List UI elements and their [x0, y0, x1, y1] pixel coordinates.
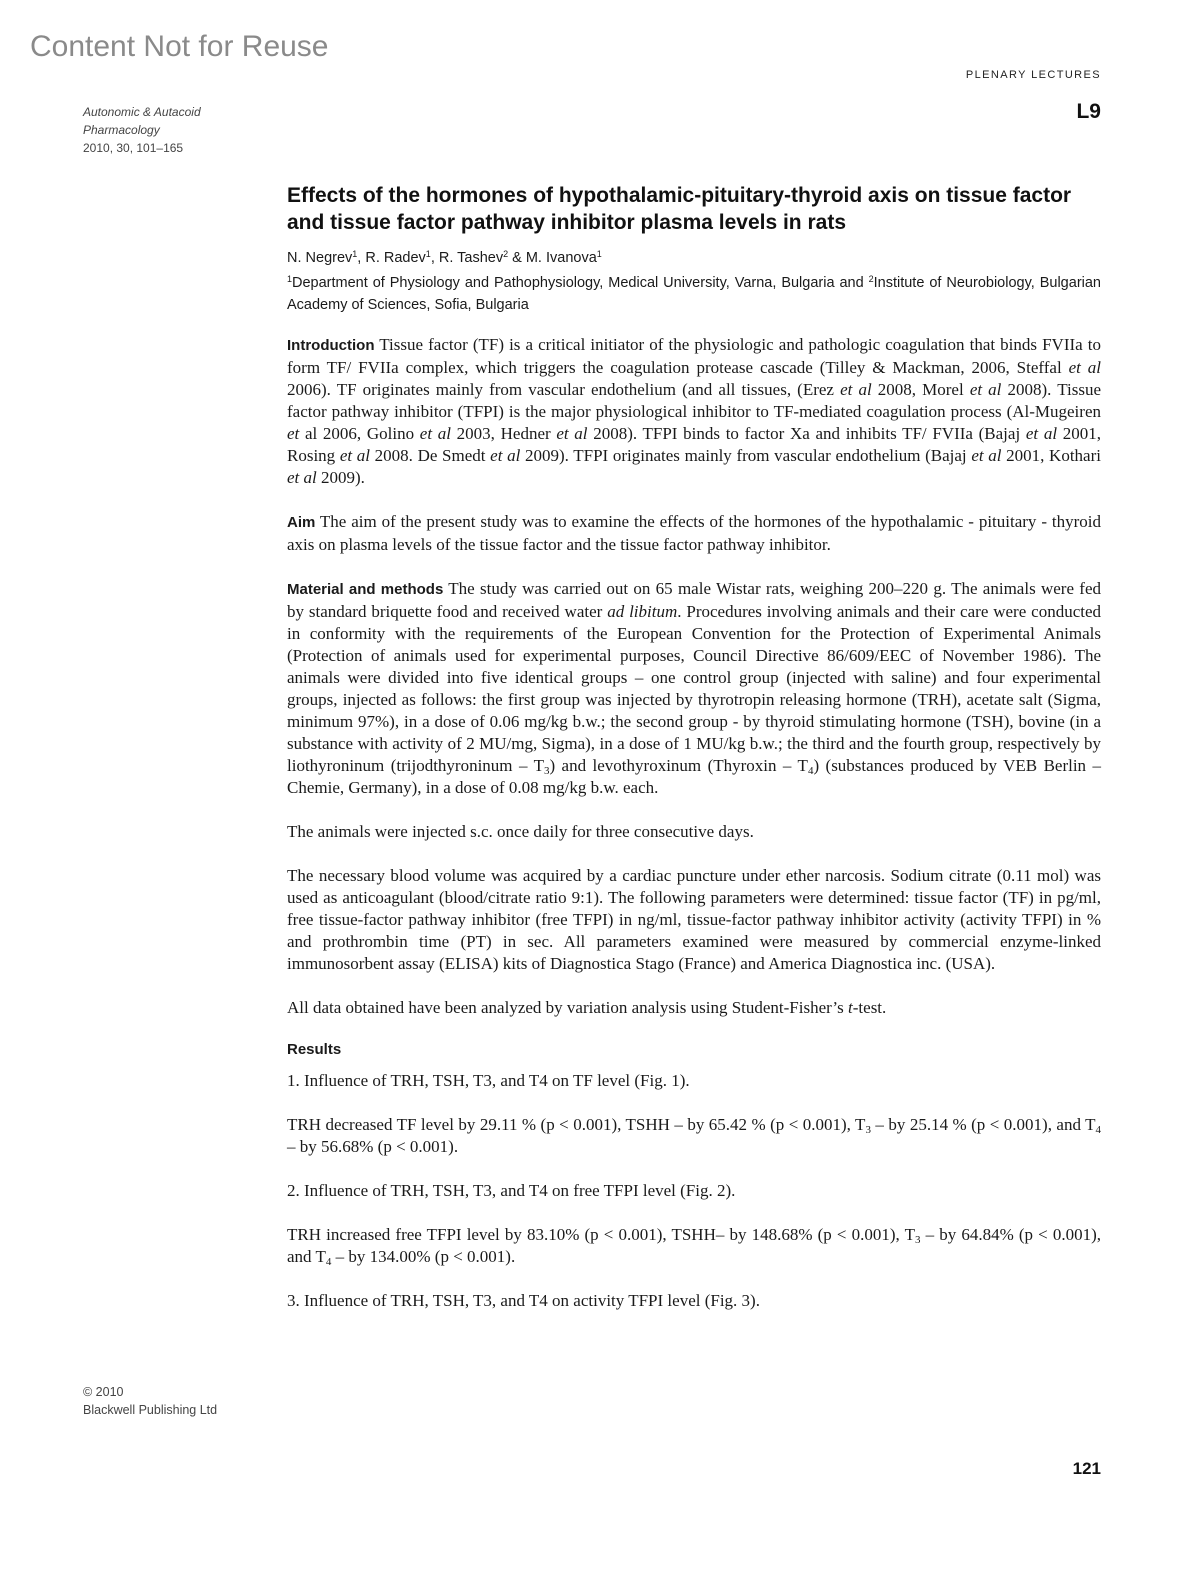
- results-item-2: 2. Influence of TRH, TSH, T3, and T4 on free TFPI level (Fig. 2).: [287, 1181, 736, 1200]
- text-run: 2008, Morel: [871, 380, 970, 399]
- author-affiliation-mark: 1: [352, 249, 358, 259]
- affiliation-text: Institute of Neurobiology, Bulgarian Academy of Sciences, Sofia, Bulgaria: [287, 275, 1101, 313]
- introduction-paragraph: [287, 334, 1101, 489]
- journal-info: [83, 103, 201, 157]
- results-heading: Results: [287, 1041, 342, 1058]
- results-tf-paragraph: [287, 1114, 1101, 1158]
- text-run: TRH increased free TFPI level by 83.10% (p < 0.001), TSHH– by 148.68% (p < 0.001), T: [287, 1225, 915, 1244]
- subscript: 3: [543, 765, 550, 777]
- author-affiliation-mark: 1: [425, 249, 431, 259]
- text-run: . Procedures involving animals and their care were conducted in conformity with the requirements of the European Convention for the Protection of Experimental Animals (Protection of animals used for experimental purposes, Council Directive 86/609/EEC of November 1986). The animals were divided into five identical groups – one control group (injected with saline) and four experimental groups, injected as follows: the first group was injected by thyrotropin releasing hormone (TRH), acetate salt (Sigma, minimum 97%), in a dose of 0.06 mg/kg b.w.; the second group - by thyroid stimulating hormone (TSH), bovine (in a substance with activity of 2 MU/mg, Sigma), in a dose of 1 MU/kg b.w.; the third and the fourth group, respectively by liothyroninum (trijodthyroninum – T: [287, 602, 1102, 775]
- article-title: Effects of the hormones of hypothalamic-pituitary-thyroid axis on tissue factor and tissue factor pathway inhibitor plasma levels in rats: [287, 184, 1072, 234]
- text-run: All data obtained have been analyzed by variation analysis using Student-Fisher’s: [287, 998, 849, 1017]
- text-run: The study was carried out on 65 male Wistar rats, weighing 200–220 g. The animals were fed by standard briquette food and received water: [287, 579, 1102, 621]
- text-run: – by 64.84% (p < 0.001), and T: [287, 1225, 1101, 1266]
- author-list: [287, 250, 1101, 266]
- statistics-paragraph: [287, 997, 1101, 1019]
- copyright-year: © 2010: [83, 1385, 124, 1399]
- text-run: 2009). TFPI originates mainly from vascular endothelium (Bajaj: [520, 446, 972, 465]
- aim-paragraph: [287, 511, 1101, 556]
- text-run: al 2006, Golino: [299, 424, 420, 443]
- watermark-text: Content Not for Reuse: [30, 30, 329, 63]
- journal-name-line2: Pharmacology: [83, 123, 160, 137]
- text-run: 2008). Tissue factor pathway inhibitor (TFPI) is the major physiological inhibitor to TF-mediated coagulation process (Al-Mugeiren: [287, 380, 1102, 421]
- results-item-3: 3. Influence of TRH, TSH, T3, and T4 on activity TFPI level (Fig. 3).: [287, 1291, 760, 1310]
- author-name: , R. Tashev: [430, 250, 504, 266]
- article-body: [287, 182, 1101, 1334]
- subscript: 3: [865, 1124, 871, 1136]
- subscript: 3: [914, 1234, 921, 1246]
- subscript: 4: [807, 765, 814, 777]
- methods-heading: Material and methods: [287, 581, 444, 598]
- italic-run: et al: [339, 446, 370, 465]
- italic-run: et al: [969, 380, 1002, 399]
- text-run: Tissue factor (TF) is a critical initiator of the physiologic and pathologic coagulation that binds FVIIa to form TF/ FVIIa complex, which triggers the coagulation protease cascade (Tilley & Mackman, 2006, Steffal: [287, 335, 1101, 377]
- text-run: ) (substances produced by VEB Berlin – Chemie, Germany), in a dose of 0.08 mg/kg b.w. each.: [287, 756, 1101, 797]
- introduction-heading: Introduction: [287, 337, 375, 354]
- text-run: – by 25.14 % (p < 0.001), and T: [870, 1115, 1096, 1134]
- italic-run: et al: [971, 446, 1002, 465]
- affiliation: [287, 272, 1101, 316]
- text-run: – by 56.68% (p < 0.001).: [287, 1137, 459, 1156]
- italic-run: et: [287, 424, 300, 443]
- blood-sampling-paragraph: The necessary blood volume was acquired by a cardiac puncture under ether narcosis. Sodium citrate (0.11 mol) was used as anticoagulant (blood/citrate ratio 9:1). The following parameters were determined: tissue factor (TF) in pg/ml, free tissue-factor pathway inhibitor (free TFPI) in ng/ml, tissue-factor pathway inhibitor activity (activity TFPI) in % and prothrombin time (PT) in sec. All parameters examined were measured by commercial enzyme-linked immunosorbent assay (ELISA) kits of Diagnostica Stago (France) and America Diagnostica inc. (USA).: [287, 866, 1101, 973]
- text-run: 2009).: [316, 468, 365, 487]
- italic-run: et al: [1025, 424, 1058, 443]
- author-name: , R. Radev: [357, 250, 426, 266]
- subscript: 4: [325, 1256, 332, 1268]
- journal-name-line1: Autonomic & Autacoid: [83, 105, 201, 119]
- text-run: ) and levothyroxinum (Thyroxin – T: [549, 756, 808, 775]
- author-affiliation-mark: 2: [503, 249, 509, 259]
- injection-paragraph: The animals were injected s.c. once daily for three consecutive days.: [287, 822, 754, 841]
- italic-run: et al: [419, 424, 451, 443]
- text-run: -test.: [852, 998, 887, 1017]
- text-run: 2001, Kothari: [1001, 446, 1101, 465]
- affiliation-mark: 2: [868, 274, 874, 284]
- aim-heading: Aim: [287, 514, 316, 531]
- results-item-1: 1. Influence of TRH, TSH, T3, and T4 on TF level (Fig. 1).: [287, 1071, 690, 1090]
- text-run: 2006). TF originates mainly from vascular endothelium (and all tissues, (Erez: [287, 380, 841, 399]
- text-run: 2008. De Smedt: [370, 446, 491, 465]
- author-name: N. Negrev: [287, 250, 353, 266]
- journal-volume: 2010, 30, 101–165: [83, 141, 184, 155]
- methods-paragraph: [287, 578, 1101, 799]
- italic-run: et al: [490, 446, 521, 465]
- results-free-tfpi-paragraph: [287, 1224, 1101, 1268]
- subscript: 4: [1095, 1124, 1101, 1136]
- text-run: 2001, Rosing: [287, 424, 1101, 465]
- italic-run: et al: [287, 468, 317, 487]
- text-run: – by 134.00% (p < 0.001).: [331, 1247, 516, 1266]
- italic-run: t: [848, 998, 853, 1017]
- aim-text: The aim of the present study was to examine the effects of the hormones of the hypothalamic - pituitary - thyroid axis on plasma levels of the tissue factor and the tissue factor pathway inhibitor.: [287, 512, 1101, 554]
- page-number: 121: [1072, 1459, 1101, 1478]
- text-run: TRH decreased TF level by 29.11 % (p < 0.001), TSHH – by 65.42 % (p < 0.001), T: [287, 1115, 866, 1134]
- text-run: 2003, Hedner: [450, 424, 557, 443]
- lecture-number: L9: [1076, 100, 1101, 123]
- affiliation-mark: 1: [287, 274, 293, 284]
- copyright-notice: [83, 1383, 217, 1419]
- section-label: PLENARY LECTURES: [965, 69, 1101, 81]
- text-run: 2008). TFPI binds to factor Xa and inhibits TF/ FVIIa (Bajaj: [587, 424, 1026, 443]
- italic-run: et al: [840, 380, 872, 399]
- italic-run: ad libitum: [607, 602, 678, 621]
- affiliation-text: Department of Physiology and Pathophysiology, Medical University, Varna, Bulgaria and: [292, 275, 869, 291]
- italic-run: et al: [1068, 358, 1101, 377]
- publisher-name: Blackwell Publishing Ltd: [83, 1403, 218, 1417]
- italic-run: et al: [556, 424, 588, 443]
- author-name: & M. Ivanova: [508, 250, 597, 266]
- author-affiliation-mark: 1: [596, 249, 602, 259]
